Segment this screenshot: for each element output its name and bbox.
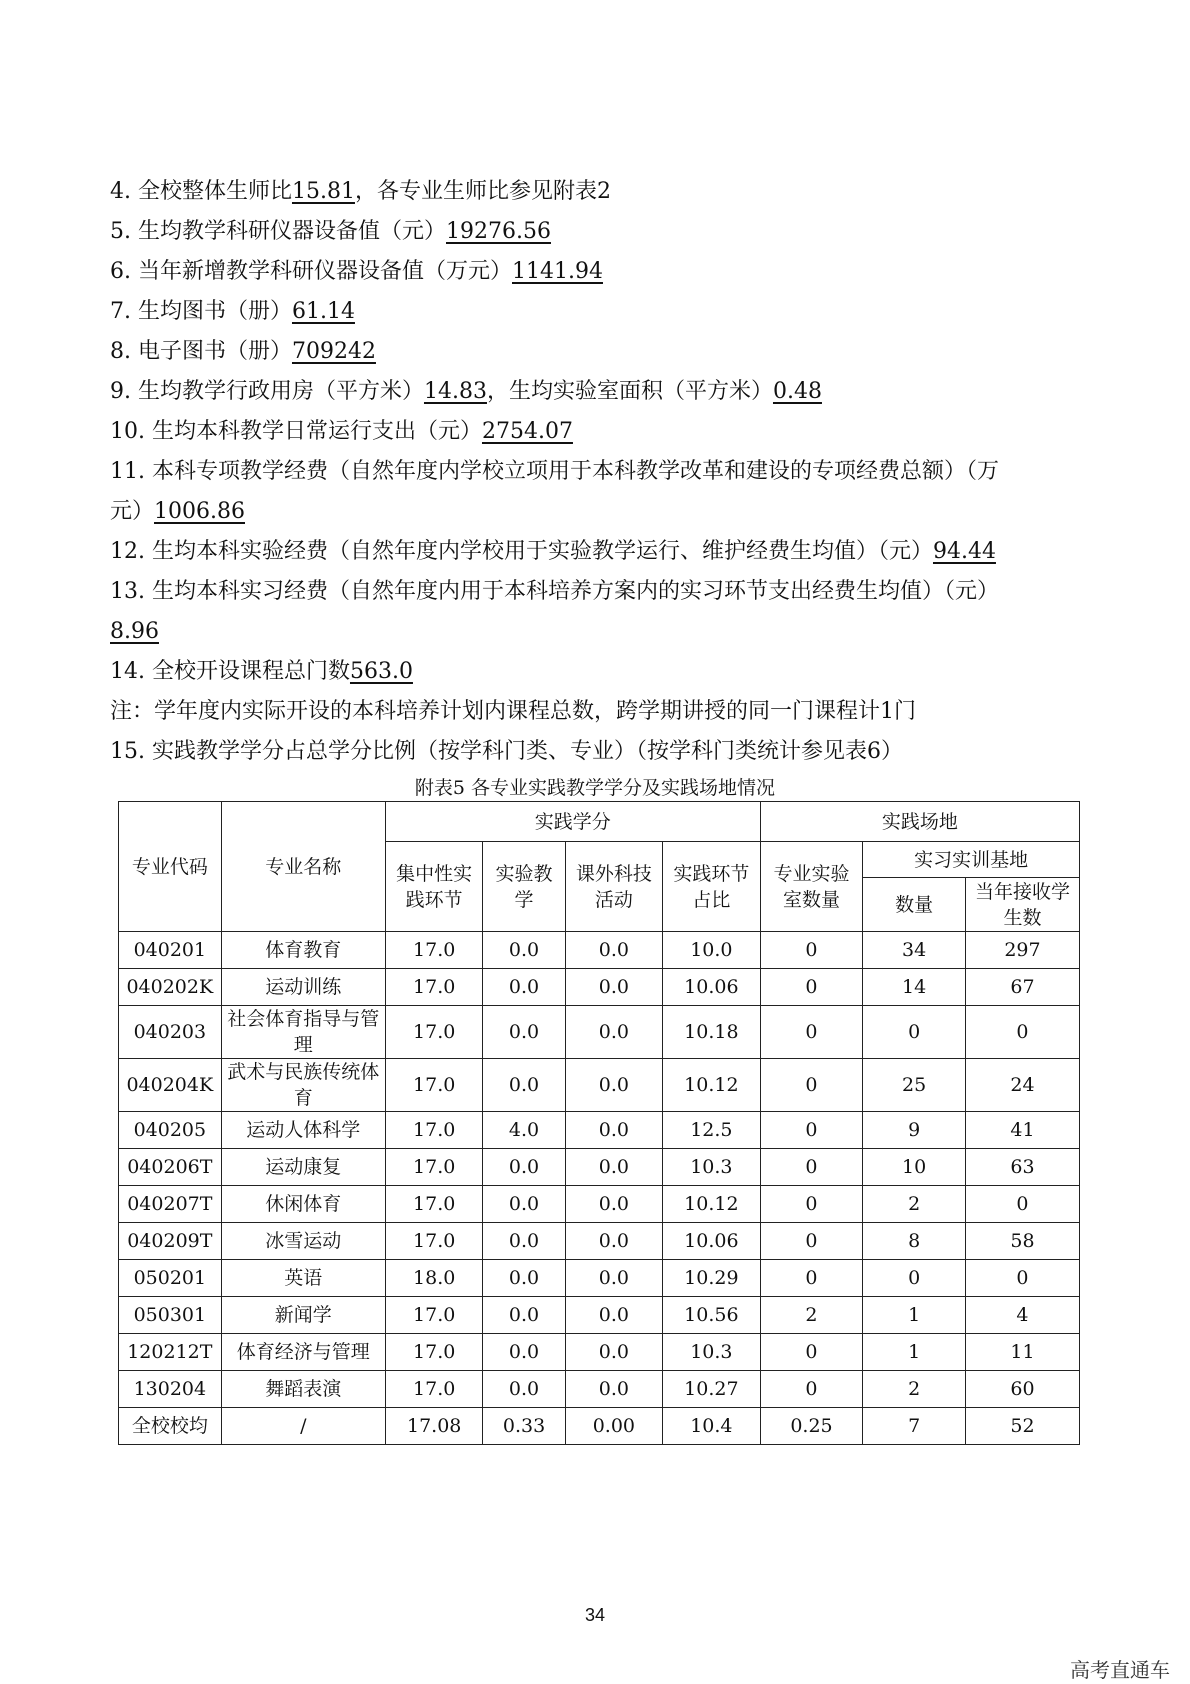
table-cell: 休闲体育 bbox=[221, 1186, 385, 1223]
table-cell: 1 bbox=[863, 1334, 966, 1371]
table-cell: 10.18 bbox=[663, 1006, 761, 1059]
table-cell: 2 bbox=[863, 1371, 966, 1408]
table-cell: 120212T bbox=[119, 1334, 222, 1371]
table-cell: 0.0 bbox=[565, 1223, 663, 1260]
table-cell: 运动人体科学 bbox=[221, 1112, 385, 1149]
table-cell: 体育经济与管理 bbox=[221, 1334, 385, 1371]
table-cell: 17.0 bbox=[385, 1112, 483, 1149]
table-cell: 040201 bbox=[119, 932, 222, 969]
indicator-label: 14. 全校开设课程总门数 bbox=[110, 659, 350, 684]
table-row bbox=[119, 1223, 1080, 1260]
header-extracurricular: 课外科技活动 bbox=[565, 842, 663, 932]
table-cell: 60 bbox=[965, 1371, 1079, 1408]
table-cell: 12.5 bbox=[663, 1112, 761, 1149]
table-cell: 0.0 bbox=[565, 1006, 663, 1059]
table-cell: 040204K bbox=[119, 1059, 222, 1112]
table-cell: 0.0 bbox=[483, 1334, 565, 1371]
header-credits-group: 实践学分 bbox=[385, 802, 760, 842]
indicator-line bbox=[110, 172, 1090, 212]
table-cell: 运动康复 bbox=[221, 1149, 385, 1186]
table-row bbox=[119, 1186, 1080, 1223]
indicator-line bbox=[110, 212, 1090, 252]
table-cell: 0.0 bbox=[565, 1334, 663, 1371]
indicator-label: 12. 生均本科实验经费（自然年度内学校用于实验教学运行、维护经费生均值）（元） bbox=[110, 539, 933, 564]
table-cell: 0.0 bbox=[483, 1006, 565, 1059]
indicator-label: ，生均实验室面积（平方米） bbox=[486, 379, 773, 404]
table-cell: 24 bbox=[965, 1059, 1079, 1112]
table-cell: 17.0 bbox=[385, 1371, 483, 1408]
header-experiment: 实验教学 bbox=[483, 842, 565, 932]
table-cell: 0.00 bbox=[565, 1408, 663, 1445]
table-cell: 0 bbox=[760, 1186, 863, 1223]
table-cell: 18.0 bbox=[385, 1260, 483, 1297]
table-cell: 舞蹈表演 bbox=[221, 1371, 385, 1408]
indicator-line bbox=[110, 652, 1090, 692]
table-cell: 040203 bbox=[119, 1006, 222, 1059]
table-cell: 11 bbox=[965, 1334, 1079, 1371]
table-cell: 英语 bbox=[221, 1260, 385, 1297]
indicator-line bbox=[110, 372, 1090, 412]
table-cell: 体育教育 bbox=[221, 932, 385, 969]
table-cell: 17.0 bbox=[385, 1334, 483, 1371]
table-cell: 17.0 bbox=[385, 1297, 483, 1334]
indicator-label: 10. 生均本科教学日常运行支出（元） bbox=[110, 419, 482, 444]
indicator-line bbox=[110, 732, 1090, 772]
table-cell: 0.0 bbox=[565, 1186, 663, 1223]
table-cell: 8 bbox=[863, 1223, 966, 1260]
table-cell: 0.0 bbox=[483, 932, 565, 969]
table-cell: 0 bbox=[760, 1149, 863, 1186]
indicator-value: 14.83 bbox=[423, 379, 487, 404]
table-cell: 0.0 bbox=[483, 1223, 565, 1260]
indicator-value: 2754.07 bbox=[481, 419, 573, 444]
indicator-value: 8.96 bbox=[110, 619, 159, 644]
table-cell: 17.0 bbox=[385, 1223, 483, 1260]
table-cell: 52 bbox=[965, 1408, 1079, 1445]
table-cell: 0 bbox=[760, 1223, 863, 1260]
table-cell: 17.0 bbox=[385, 1186, 483, 1223]
header-name: 专业名称 bbox=[221, 802, 385, 932]
table-row bbox=[119, 1006, 1080, 1059]
table-cell: 10.56 bbox=[663, 1297, 761, 1334]
header-base-count: 数量 bbox=[863, 878, 966, 932]
table-cell: 0.0 bbox=[565, 969, 663, 1006]
indicator-label: 6. 当年新增教学科研仪器设备值（万元） bbox=[110, 259, 512, 284]
table-cell: 0.0 bbox=[483, 969, 565, 1006]
table-cell: 17.0 bbox=[385, 1059, 483, 1112]
table-cell: 0 bbox=[965, 1186, 1079, 1223]
table-cell: 0.33 bbox=[483, 1408, 565, 1445]
header-lab-count: 专业实验室数量 bbox=[760, 842, 863, 932]
indicator-value: 61.14 bbox=[291, 299, 355, 324]
table-row bbox=[119, 969, 1080, 1006]
table-cell: 0.0 bbox=[483, 1186, 565, 1223]
page-number: 34 bbox=[584, 1605, 606, 1625]
indicator-label: 8. 电子图书（册） bbox=[110, 339, 292, 364]
table-cell: 040207T bbox=[119, 1186, 222, 1223]
indicator-line bbox=[110, 492, 1090, 532]
table-cell: 0 bbox=[760, 932, 863, 969]
header-code: 专业代码 bbox=[119, 802, 222, 932]
table-cell: 040205 bbox=[119, 1112, 222, 1149]
table-cell: 0 bbox=[965, 1260, 1079, 1297]
table-row bbox=[119, 1260, 1080, 1297]
indicator-line bbox=[110, 572, 1090, 612]
table-cell: 17.0 bbox=[385, 932, 483, 969]
watermark: 高考直通车 bbox=[1070, 1658, 1170, 1682]
table-cell: 10.3 bbox=[663, 1334, 761, 1371]
table-cell: 10.06 bbox=[663, 1223, 761, 1260]
table-cell: 0.0 bbox=[565, 1149, 663, 1186]
table-row bbox=[119, 932, 1080, 969]
header-ratio: 实践环节占比 bbox=[663, 842, 761, 932]
header-concentrated: 集中性实践环节 bbox=[385, 842, 483, 932]
table-cell: 040206T bbox=[119, 1149, 222, 1186]
indicator-value: 19276.56 bbox=[446, 219, 551, 244]
indicator-label: 15. 实践教学学分占总学分比例（按学科门类、专业）（按学科门类统计参见表6） bbox=[110, 739, 903, 764]
table-cell: 41 bbox=[965, 1112, 1079, 1149]
table-cell: 0.0 bbox=[565, 1260, 663, 1297]
table-row bbox=[119, 1334, 1080, 1371]
table-cell: 4 bbox=[965, 1297, 1079, 1334]
indicator-line bbox=[110, 532, 1090, 572]
indicator-line bbox=[110, 612, 1090, 652]
indicator-value: 0.48 bbox=[772, 379, 822, 404]
table-cell: 2 bbox=[863, 1186, 966, 1223]
indicator-value: 15.81 bbox=[291, 179, 355, 204]
table-cell: 10 bbox=[863, 1149, 966, 1186]
table-cell: 10.27 bbox=[663, 1371, 761, 1408]
table-cell: 10.12 bbox=[663, 1186, 761, 1223]
table-cell: 67 bbox=[965, 969, 1079, 1006]
table-row bbox=[119, 1149, 1080, 1186]
table-cell: 0.0 bbox=[483, 1149, 565, 1186]
indicator-line bbox=[110, 692, 1090, 732]
table-cell: 武术与民族传统体育 bbox=[221, 1059, 385, 1112]
table-cell: 0 bbox=[760, 1260, 863, 1297]
table-caption: 附表5 各专业实践教学学分及实践场地情况 bbox=[414, 777, 776, 799]
practice-credits-table bbox=[118, 801, 1080, 1445]
table-cell: 社会体育指导与管理 bbox=[221, 1006, 385, 1059]
indicator-list bbox=[110, 172, 1090, 772]
table-cell: 10.3 bbox=[663, 1149, 761, 1186]
table-cell: 297 bbox=[965, 932, 1079, 969]
table-cell: 7 bbox=[863, 1408, 966, 1445]
table-row bbox=[119, 1408, 1080, 1445]
table-cell: 0 bbox=[863, 1260, 966, 1297]
indicator-label: 元） bbox=[110, 499, 155, 524]
table-cell: 冰雪运动 bbox=[221, 1223, 385, 1260]
table-cell: 0 bbox=[760, 1334, 863, 1371]
table-cell: 130204 bbox=[119, 1371, 222, 1408]
indicator-value: 709242 bbox=[291, 339, 376, 364]
table-cell: 17.0 bbox=[385, 1149, 483, 1186]
table-cell: 040202K bbox=[119, 969, 222, 1006]
table-body bbox=[119, 932, 1080, 1445]
indicator-line bbox=[110, 292, 1090, 332]
table-cell: 0 bbox=[760, 1371, 863, 1408]
indicator-line bbox=[110, 252, 1090, 292]
table-row bbox=[119, 1112, 1080, 1149]
indicator-line bbox=[110, 452, 1090, 492]
table-cell: 0 bbox=[760, 1112, 863, 1149]
table-cell: 10.4 bbox=[663, 1408, 761, 1445]
table-cell: 0 bbox=[760, 1006, 863, 1059]
indicator-value: 94.44 bbox=[932, 539, 996, 564]
indicator-value: 1006.86 bbox=[154, 499, 245, 524]
table-cell: 10.29 bbox=[663, 1260, 761, 1297]
table-cell: 58 bbox=[965, 1223, 1079, 1260]
indicator-label: 5. 生均教学科研仪器设备值（元） bbox=[110, 219, 446, 244]
table-cell: 0.0 bbox=[565, 1059, 663, 1112]
table-cell: 17.0 bbox=[385, 1006, 483, 1059]
table-cell: 运动训练 bbox=[221, 969, 385, 1006]
table-cell: 0.0 bbox=[565, 1371, 663, 1408]
table-cell: 17.08 bbox=[385, 1408, 483, 1445]
table-cell: 17.0 bbox=[385, 969, 483, 1006]
table-cell: 0 bbox=[760, 1059, 863, 1112]
table-cell: 0.0 bbox=[483, 1371, 565, 1408]
table-cell: 0 bbox=[965, 1006, 1079, 1059]
indicator-label: 7. 生均图书（册） bbox=[110, 299, 292, 324]
table-cell: 0.0 bbox=[565, 1112, 663, 1149]
table-cell: 1 bbox=[863, 1297, 966, 1334]
table-cell: 2 bbox=[760, 1297, 863, 1334]
header-base-group: 实习实训基地 bbox=[863, 842, 1080, 878]
table-cell: 050201 bbox=[119, 1260, 222, 1297]
table-cell: 25 bbox=[863, 1059, 966, 1112]
indicator-value: 563.0 bbox=[349, 659, 413, 684]
header-students: 当年接收学生数 bbox=[965, 878, 1079, 932]
table-cell: 0.25 bbox=[760, 1408, 863, 1445]
table-cell: 0.0 bbox=[565, 932, 663, 969]
table-cell: 10.0 bbox=[663, 932, 761, 969]
indicator-label: 4. 全校整体生师比 bbox=[110, 179, 292, 204]
table-row bbox=[119, 1059, 1080, 1112]
table-cell: 10.06 bbox=[663, 969, 761, 1006]
indicator-line bbox=[110, 332, 1090, 372]
table-cell: 63 bbox=[965, 1149, 1079, 1186]
indicator-label: ，各专业生师比参见附表2 bbox=[354, 179, 611, 204]
table-cell: 全校校均 bbox=[119, 1408, 222, 1445]
table-cell: 34 bbox=[863, 932, 966, 969]
indicator-value: 1141.94 bbox=[512, 259, 603, 284]
table-row bbox=[119, 1297, 1080, 1334]
table-cell: 10.12 bbox=[663, 1059, 761, 1112]
header-venue-group: 实践场地 bbox=[760, 802, 1079, 842]
indicator-label: 13. 生均本科实习经费（自然年度内用于本科培养方案内的实习环节支出经费生均值）（元） bbox=[110, 579, 999, 604]
table-cell: 0.0 bbox=[483, 1059, 565, 1112]
indicator-label: 11. 本科专项教学经费（自然年度内学校立项用于本科教学改革和建设的专项经费总额）（万 bbox=[110, 459, 999, 484]
table-cell: 14 bbox=[863, 969, 966, 1006]
table-row bbox=[119, 1371, 1080, 1408]
table-cell: 新闻学 bbox=[221, 1297, 385, 1334]
table-cell: 0 bbox=[760, 969, 863, 1006]
indicator-label: 9. 生均教学行政用房（平方米） bbox=[110, 379, 424, 404]
table-cell: 0 bbox=[863, 1006, 966, 1059]
table-cell: 9 bbox=[863, 1112, 966, 1149]
indicator-label: 注：学年度内实际开设的本科培养计划内课程总数，跨学期讲授的同一门课程计1门 bbox=[110, 699, 916, 724]
table-cell: / bbox=[221, 1408, 385, 1445]
indicator-line bbox=[110, 412, 1090, 452]
table-cell: 040209T bbox=[119, 1223, 222, 1260]
table-cell: 0.0 bbox=[483, 1297, 565, 1334]
table-cell: 0.0 bbox=[565, 1297, 663, 1334]
table-cell: 4.0 bbox=[483, 1112, 565, 1149]
table-cell: 050301 bbox=[119, 1297, 222, 1334]
table-cell: 0.0 bbox=[483, 1260, 565, 1297]
